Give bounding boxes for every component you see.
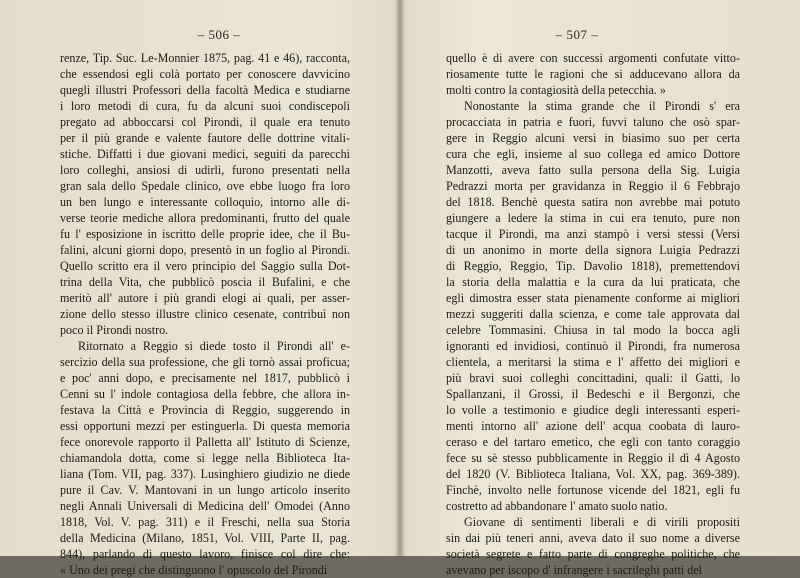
text-line: di Reggio, Reggio, Tip. Davolio 1818), premettendovi [446,259,740,273]
text-line: più bravi suoi colleghi concittadini, quali: il Gatti, lo [446,371,740,385]
text-line: meritò all' autore i più grandi elogi ai quali, per asser- [60,291,350,305]
text-line: chiamandola dotta, come si legge nella Biblioteca Ita- [60,451,350,465]
text-line: lo volle a testimonio e giudice degli interessanti esperi- [446,403,740,417]
text-line: stiche. Diffatti i due giovani medici, seguiti da parecchi [60,147,350,161]
text-line: Ritornato a Reggio si diede tosto il Pirondi all' e- [78,339,350,353]
text-line: cura che egli, insieme al suo collega ed amico Dottore [446,147,740,161]
text-line: procacciata in patria e fuori, fuvvi taluno che osò spar- [446,115,740,129]
text-line: menti intorno all' azione dell' acqua coobata di lauro- [446,419,740,433]
text-line: per il più grande e valente fautore delle dottrine vitali- [60,131,350,145]
text-line: di un anonimo in morte della signora Luigia Pedrazzi [446,243,740,257]
text-line: della Medicina (Milano, 1851, Vol. VIII, Parte II, pag. [60,531,350,545]
left-page [0,0,398,577]
text-line: costretto ad abbandonare l' amato suolo natio. [446,499,668,513]
text-line: società segrete e fatto parte di congreghe politiche, che [446,547,740,561]
text-line: molti contro la contagiosità della petecchia. » [446,83,666,97]
text-line: Cenni su l' indole contagiosa della febbre, che allora in- [60,387,350,401]
text-line: fu l' esposizione in iscritto delle proprie idee, che il Bu- [60,227,350,241]
text-line: essi opportuni mezzi per estinguerla. Di questa memoria [60,419,350,433]
text-line: celebre Tommasini. Chiusa in tal modo la bocca agli [446,323,740,337]
text-line: falini, alcuni giorni dopo, presentò in un foglio al Pirondi. [60,243,350,257]
text-line: liana (Tom. VII, pag. 337). Lusinghiero giudizio ne diede [60,467,350,481]
text-line: festava la Città e Provincia di Reggio, suggerendo in [60,403,350,417]
text-line: verse teorie mediche allora predominanti, frutto del quale [60,211,350,225]
text-line: che essendosi egli colà portato per conoscere davvicino [60,67,350,81]
text-line: gere in Reggio alcuni versi in biasimo suo per certa [446,131,740,145]
text-line: quegli illustri Professori della facoltà Medica e studiarne [60,83,350,97]
text-line: Pedrazzi morta per gravidanza in Reggio il 6 Febbrajo [446,179,740,193]
text-line: 1818, Vol. V. pag. 311) e il Freschi, nella sua Storia [60,515,350,529]
text-line: ceraso e del tartaro emetico, che egli con tanto coraggio [446,435,740,449]
text-line: Quello scritto era il vero principio del Saggio sulla Dot- [60,259,350,273]
text-line: Spallanzani, il Grossi, il Bedeschi e il Bergonzi, che [446,387,740,401]
text-line: e poc' anni dopo, e precisamente nel 1817, pubblicò i [60,371,350,385]
text-line: loro colleghi, ansiosi di udirli, furono presentati nella [60,163,350,177]
text-line: la storia della malattia e la cura da lui praticata, che [446,275,740,289]
text-line: Manzotti, aveva fatto sulla persona della Sig. Luigia [446,163,740,177]
text-line: egli dimostra esser stata pienamente conforme ai migliori [446,291,740,305]
left-page-text [60,50,350,578]
text-line: fece onorevole rapporto il Palletta all' Istituto di Scienze, [60,435,350,449]
text-line: ignoranti ed invidiosi, continuò il Pirondi, fra numerosa [446,339,740,353]
text-line: giungere a ledere la stima in cui era tenuto, pure non [446,211,740,225]
text-line: negli Annali Universali di Medicina dell' Omodei (Anno [60,499,350,513]
text-line: zione dello stesso illustre clinico cesenate, contribuì non [60,307,350,321]
text-line: avevano per iscopo d' infrangere i sacrileghi patti del [446,563,703,577]
text-line: renze, Tip. Suc. Le-Monnier 1875, pag. 41 e 46), racconta, [60,51,350,65]
text-line: pregato ad abboccarsi col Pirondi, il quale era tenuto [60,115,350,129]
text-line: Nonostante la stima grande che il Pirondi s' era [464,99,740,113]
text-line: clientela, a meritarsi la stima e l' affetto dei migliori e [446,355,740,369]
right-page-text [446,50,740,578]
text-line: sin dai più teneri anni, aveva dato il suo nome a diverse [446,531,740,545]
text-line: fece su sè stesso pubblicamente in Reggio il dì 4 Agosto [446,451,740,465]
text-line: 844), parlando di questo lavoro, finisce col dire che: [60,547,350,561]
right-page-number: – 507 – [555,27,599,42]
text-line: i loro metodi di cura, fu da alcuni suoi condiscepoli [60,99,350,113]
text-line: del 1820 (V. Biblioteca Italiana, Vol. XX, pag. 369-389). [446,467,740,481]
text-line: riosamente tutte le ragioni che si adducevano allora da [446,67,740,81]
text-line: trina della Vita, che pubblicò poscia il Bufalini, e che [60,275,350,289]
text-line: pure il Cav. V. Mantovani in un lungo articolo inserito [60,483,350,497]
text-line: « Uno dei pregi che distinguono l' opuscolo del Pirondi [60,563,328,577]
text-line: Finchè, involto nelle fortunose vicende del 1821, egli fu [446,483,740,497]
text-line: sercizio della sua professione, che gli tornò assai proficua; [60,355,350,369]
text-line: gran sala dello Spedale clinico, ove ebbe luogo fra loro [60,179,350,193]
text-line: del 1818. Benchè questa satira non avrebbe mai potuto [446,195,740,209]
text-line: Giovane di sentimenti liberali e di virili propositi [464,515,740,529]
text-line: quello è di avere con successi argomenti confutate vitto- [446,51,740,65]
text-line: poco il Pirondi nostro. [60,323,169,337]
text-line: un ben lungo e interessante colloquio, intorno alle di- [60,195,350,209]
text-line: mezzi suggeriti dalla scienza, e come tale approvata dal [446,307,740,321]
left-page-number: – 506 – [197,27,241,42]
text-line: tacque il Pirondi, ma anzi stampò i versi stessi (Versi [446,227,740,241]
right-page [402,0,800,577]
